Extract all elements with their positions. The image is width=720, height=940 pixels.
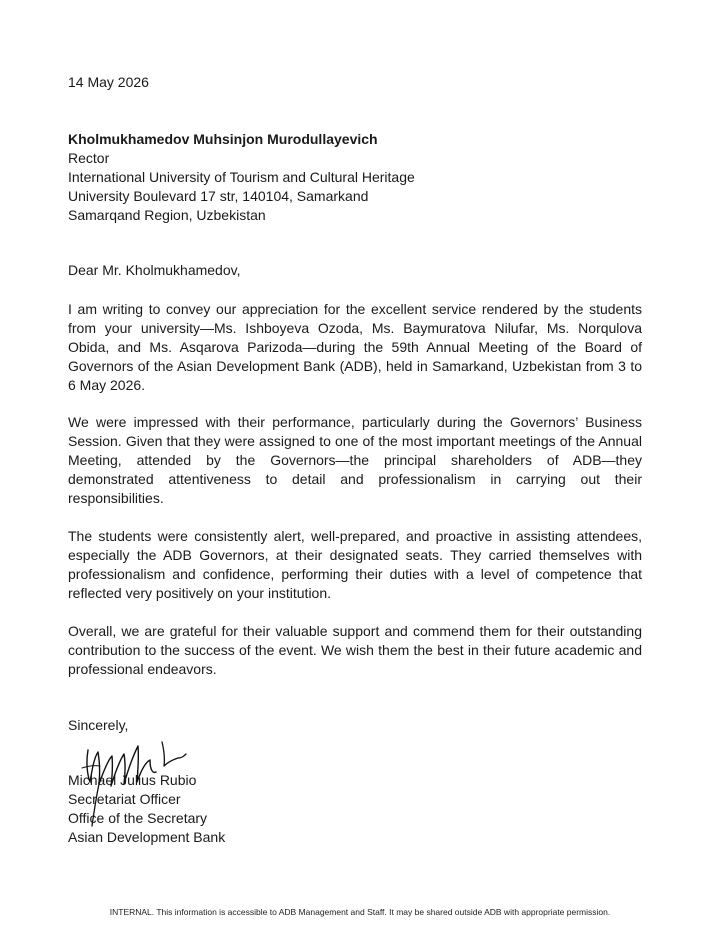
signatory-office: Office of the Secretary: [68, 810, 208, 826]
body-paragraph-3: The students were consistently alert, well-prepared, and proactive in assisting attendees, especially the ADB Governors, at their designated seats. They carried themselves with professionalism and confidence, performing their duties with a level of competence that reflected very positively on your institution.: [68, 528, 642, 601]
recipient-name: Kholmukhamedov Muhsinjon Murodullayevich: [68, 131, 378, 147]
letter-date: 14 May 2026: [68, 74, 149, 90]
recipient-title: Rector: [68, 150, 110, 166]
signatory-organization: Asian Development Bank: [68, 829, 226, 845]
recipient-institution: International University of Tourism and Cultural Heritage: [68, 169, 415, 185]
closing: Sincerely,: [68, 717, 129, 733]
signatory-block: [68, 771, 225, 847]
body-paragraph-4: Overall, we are grateful for their valuable support and commend them for their outstanding contribution to the success of the event. We wish them the best in their future academic and professional endeavors.: [68, 623, 642, 677]
body-paragraph-1: I am writing to convey our appreciation for the excellent service rendered by the students from your university—Ms. Ishboyeva Ozoda, Ms. Baymuratova Nilufar, Ms. Norqulova Obida, and Ms. Asqarova Parizoda—during the 59th Annual Meeting of the Board of Governors of the Asian Development Bank (ADB), held in Samarkand, Uzbekistan from 3 to 6 May 2026.: [68, 301, 642, 393]
recipient-address-line2: Samarqand Region, Uzbekistan: [68, 207, 266, 223]
recipient-block: [68, 130, 415, 225]
signatory-name: Michael Julius Rubio: [68, 772, 197, 788]
signatory-title: Secretariat Officer: [68, 791, 181, 807]
recipient-address-line1: University Boulevard 17 str, 140104, Samarkand: [68, 188, 369, 204]
body-paragraph-2: We were impressed with their performance, particularly during the Governors’ Business Session. Given that they were assigned to one of the most important meetings of the Annual Meeting, attended by the Governors—the principal shareholders of ADB—they demonstrated attentiveness to detail and professionalism in carrying out their responsibilities.: [68, 414, 642, 506]
salutation: Dear Mr. Kholmukhamedov,: [68, 262, 241, 278]
classification-footer: INTERNAL. This information is accessible to ADB Management and Staff. It may be shared outside ADB with appropriate permission.: [109, 907, 611, 917]
